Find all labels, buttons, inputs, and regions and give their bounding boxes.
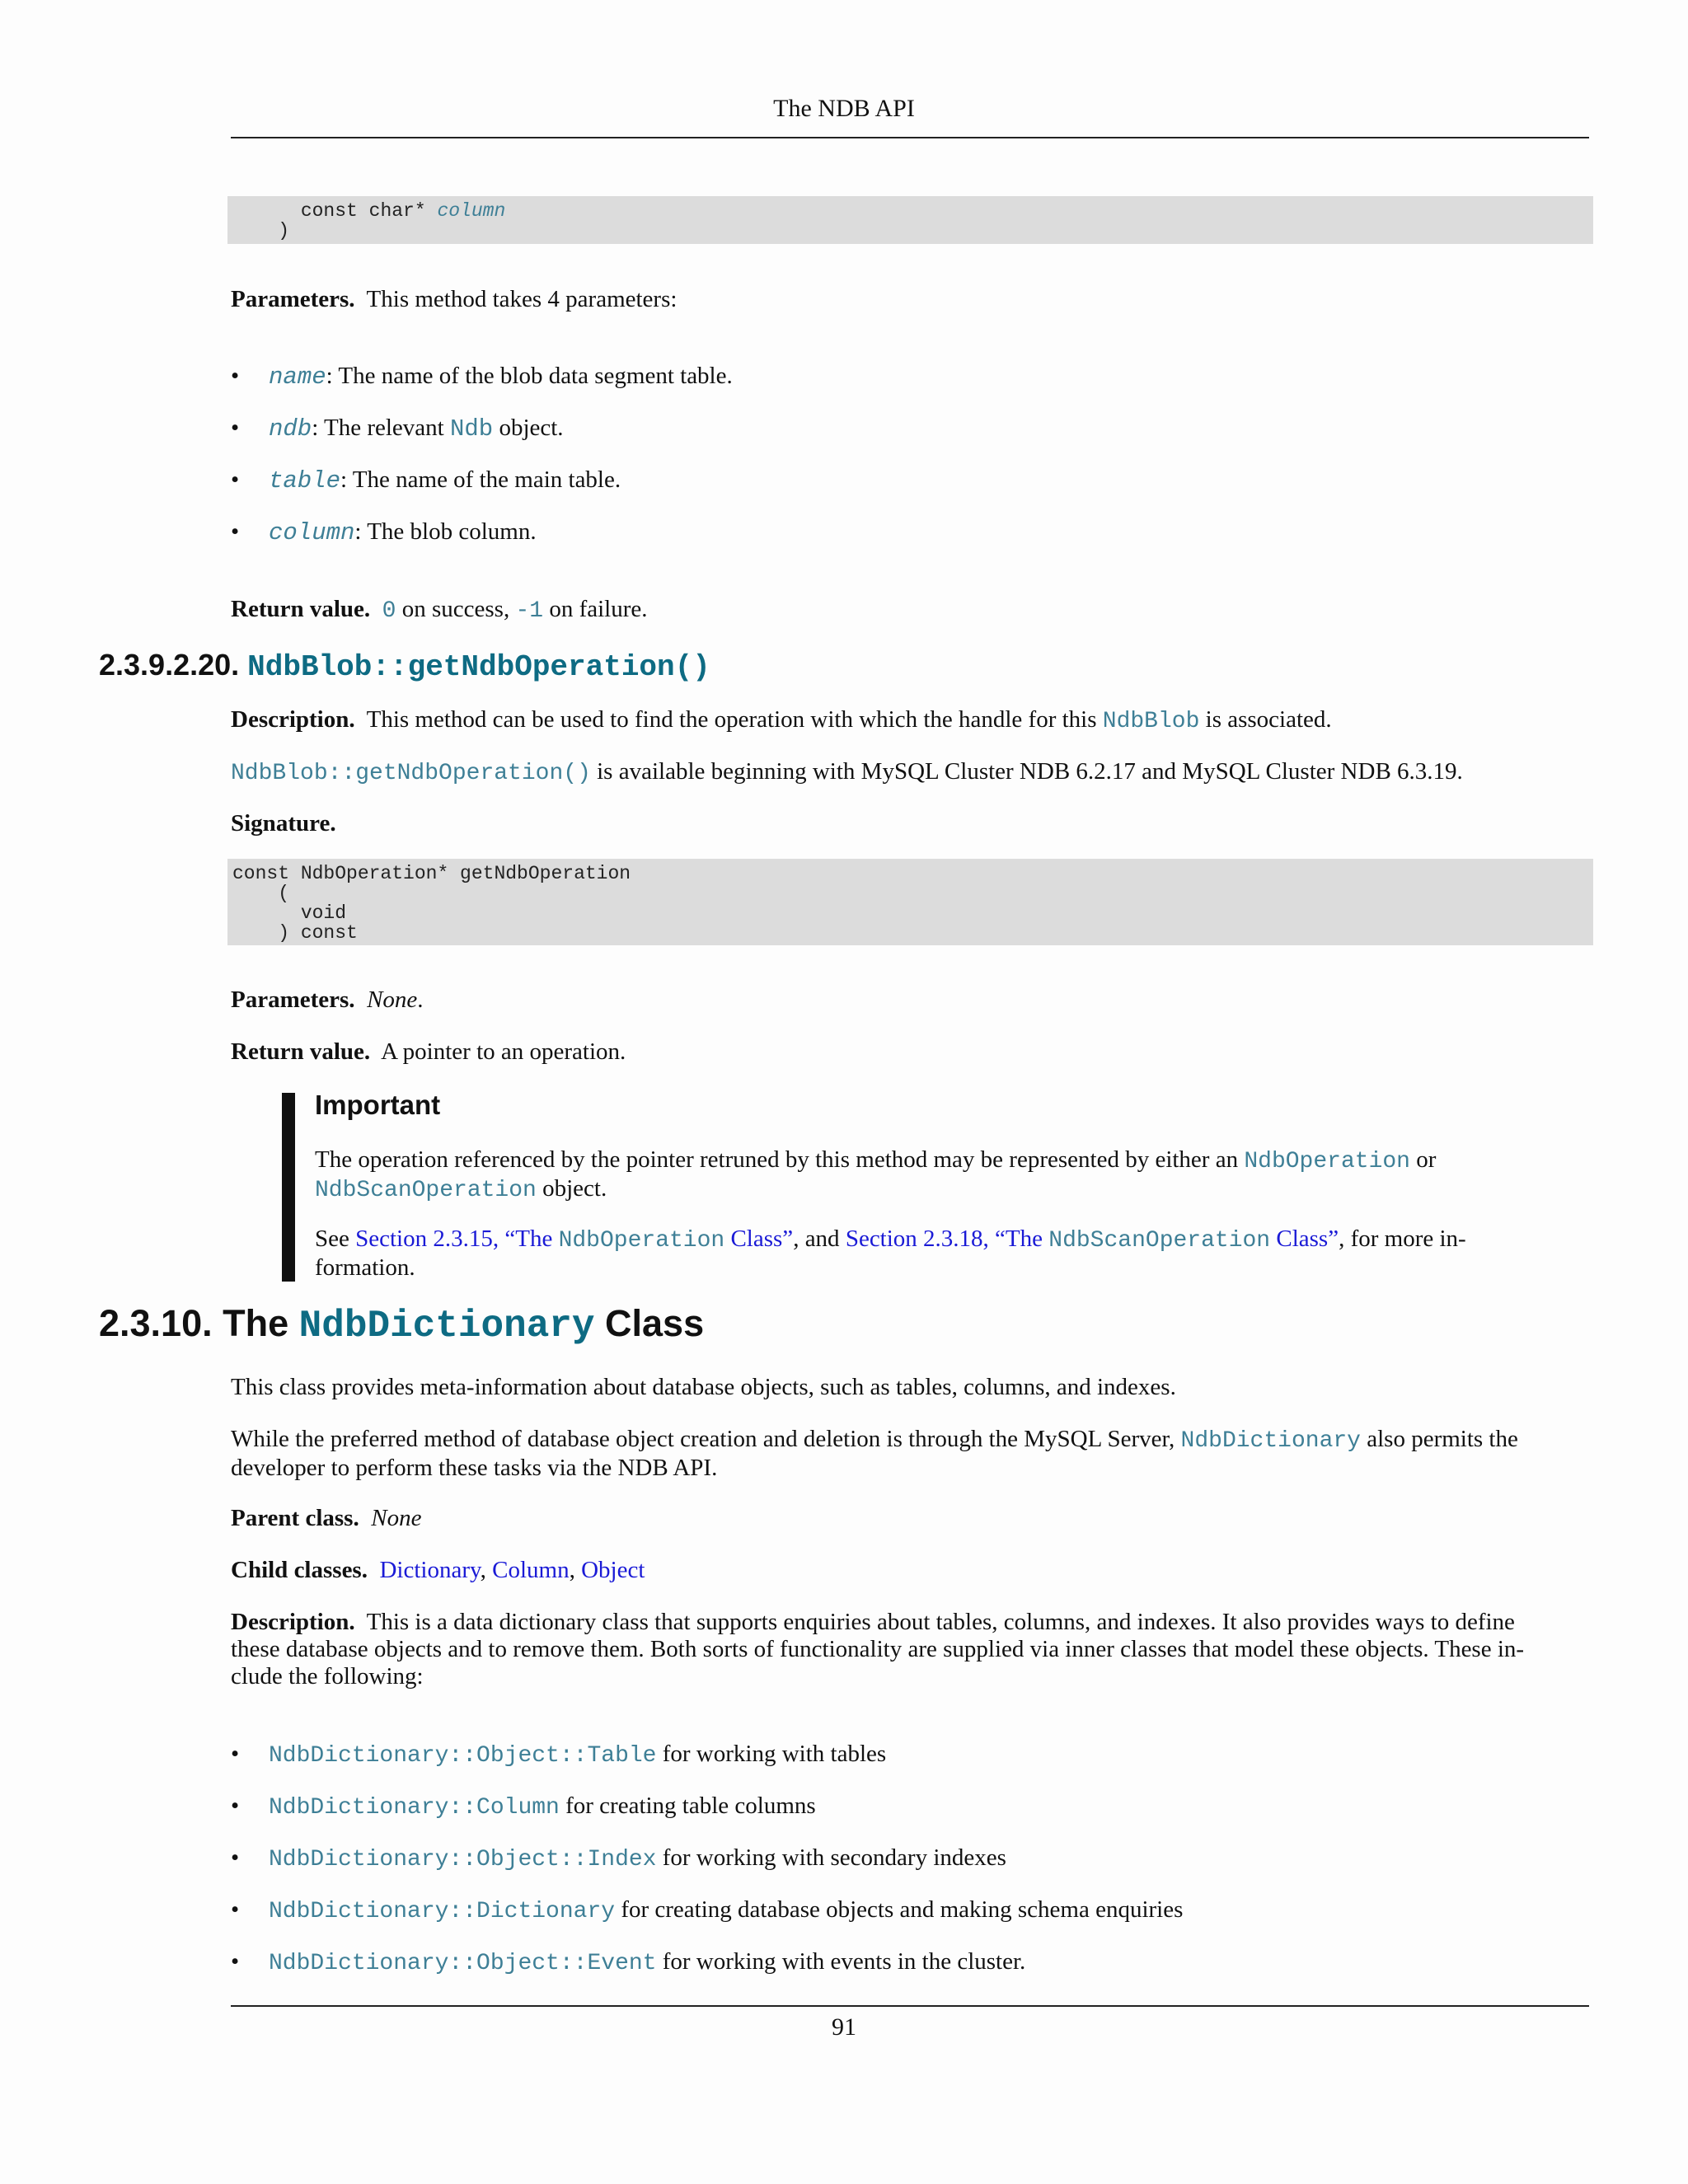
item-text: for working with secondary indexes [656,1844,1006,1871]
section-number: 2.3.9.2.20. [99,648,240,682]
description-label: Description. [231,1609,355,1635]
header-rule [231,137,1589,138]
description-text: This method can be used to find the operation with which the handle for this [366,706,1103,733]
code-line: const char* [300,200,438,222]
param-desc: : The blob column. [354,518,537,545]
important-text: , for more in- [1339,1226,1466,1252]
section-heading-getndboperation [99,648,710,684]
item-text: for working with events in the cluster. [656,1948,1026,1975]
important-title: Important [315,1090,441,1120]
class-link[interactable]: NdbDictionary::Object::Index [269,1847,657,1872]
parent-class-label: Parent class. [231,1505,359,1531]
bullet-icon: • [231,466,240,493]
code-block-signature [227,859,1593,945]
return-text: on failure. [543,596,648,622]
section-title-code: NdbBlob::getNdbOperation() [247,650,710,684]
parameters-label: Parameters. [231,286,355,312]
return-minus-one: -1 [515,598,544,624]
important-text: object. [536,1175,607,1202]
section-number: 2.3.10. [99,1302,213,1344]
important-text: , and [793,1226,846,1252]
child-classes-paragraph: Child classes. Dictionary, Column, Object [231,1557,645,1583]
description-text: these database objects and to remove them. Both sorts of functionality are supplied via inner classes that model these objects. These in- [231,1636,1525,1662]
child-classes-label: Child classes. [231,1557,368,1583]
important-see-paragraph [315,1226,1535,1282]
xref-text: Class” [1270,1226,1339,1252]
description-text: is associated. [1199,706,1332,733]
section-title-text: The [223,1302,299,1344]
child-link-column[interactable]: Column [492,1557,570,1583]
code-line: ) const [232,922,358,944]
return-label: Return value. [231,596,371,622]
parameters-value: None [367,987,418,1013]
child-link-dictionary[interactable]: Dictionary [379,1557,481,1583]
parent-class-paragraph [231,1505,1582,1532]
param-name: column [269,519,355,546]
method-link[interactable]: NdbBlob::getNdbOperation() [231,761,591,786]
bullet-icon: • [231,1741,240,1767]
ndbdictionary-link[interactable]: NdbDictionary [1180,1428,1361,1454]
code-param: column [437,200,506,222]
important-sidebar [282,1093,295,1282]
item-text: for creating database objects and making schema enquiries [615,1896,1184,1923]
return-value-paragraph [231,596,1582,625]
bullet-icon: • [231,363,240,389]
parent-class-value: None [371,1505,422,1531]
xref-code: NdbOperation [558,1228,725,1254]
xref-text: Class” [724,1226,794,1252]
parameters-label: Parameters. [231,987,355,1013]
xref-code: NdbScanOperation [1048,1228,1271,1254]
item-text: for creating table columns [559,1793,816,1819]
class-link[interactable]: NdbDictionary::Column [269,1795,560,1821]
signature-label-paragraph [231,810,1582,837]
important-text: The operation referenced by the pointer retruned by this method may be represented by either an [315,1146,1245,1173]
page-number: 91 [832,2013,856,2041]
important-text: or [1409,1146,1437,1173]
availability-paragraph [231,758,1582,787]
ndbblob-link[interactable]: NdbBlob [1102,709,1200,734]
param-desc: : The name of the blob data segment table. [326,363,733,389]
section-heading-ndbdictionary [99,1302,704,1347]
code-line: ) [278,220,290,241]
paragraph-text: While the preferred method of database object creation and deletion is through the MySQL Server, [231,1426,1181,1452]
return-zero: 0 [382,598,396,624]
xref-text: Section 2.3.15, “The [355,1226,559,1252]
paragraph-text: also permits the [1360,1426,1518,1452]
param-name: table [269,467,341,494]
bullet-icon: • [231,518,240,545]
param-desc: : The name of the main table. [340,466,621,493]
ndbscanoperation-link[interactable]: NdbScanOperation [315,1178,537,1203]
section-title-code: NdbDictionary [298,1305,595,1347]
bullet-icon: • [231,1793,240,1819]
availability-text: is available beginning with MySQL Cluster NDB 6.2.17 and MySQL Cluster NDB 6.3.19. [590,758,1463,785]
bullet-icon: • [231,1844,240,1871]
important-text: formation. [315,1254,415,1281]
parameters-text: This method takes 4 parameters: [366,286,678,312]
code-line: ( [232,883,290,904]
ndb-class-link[interactable]: Ndb [449,415,494,443]
return-value-paragraph [231,1038,1582,1066]
code-block-continuation [227,196,1593,244]
description-label: Description. [231,706,355,733]
return-label: Return value. [231,1038,371,1065]
footer-rule [231,2005,1589,2007]
bullet-icon: • [231,415,240,441]
paragraph-text: developer to perform these tasks via the NDB API. [231,1455,718,1481]
class-link[interactable]: NdbDictionary::Object::Event [269,1951,657,1976]
code-line: const NdbOperation* getNdbOperation [232,863,631,884]
creation-paragraph [231,1426,1582,1482]
signature-label: Signature. [231,810,336,837]
section-title-text: Class [594,1302,705,1344]
xref-text: Section 2.3.18, “The [845,1226,1049,1252]
code-line: void [232,902,347,924]
return-text: A pointer to an operation. [381,1038,626,1065]
parameters-none-paragraph: Parameters. None. [231,987,424,1013]
param-desc: : The relevant [312,415,450,441]
bullet-icon: • [231,1948,240,1975]
bullet-icon: • [231,1896,240,1923]
description-text: This is a data dictionary class that supports enquiries about tables, columns, and indexes. It also provides ways to define [366,1609,1515,1635]
intro-paragraph: This class provides meta-information about database objects, such as tables, columns, and indexes. [231,1374,1176,1400]
param-name: ndb [269,415,312,443]
param-name: name [269,363,326,391]
description-paragraph [231,1609,1582,1690]
class-link[interactable]: NdbDictionary::Object::Table [269,1743,657,1769]
param-desc: object. [493,415,564,441]
description-text: clude the following: [231,1663,424,1690]
class-link[interactable]: NdbDictionary::Dictionary [269,1899,616,1924]
running-header: The NDB API [773,95,915,122]
xref-link-ndboperation-class[interactable] [355,1226,793,1252]
parameters-paragraph [231,286,1582,313]
important-text: See [315,1226,356,1252]
description-paragraph [231,706,1582,735]
child-link-object[interactable]: Object [581,1557,645,1583]
ndboperation-link[interactable]: NdbOperation [1244,1149,1410,1174]
item-text: for working with tables [656,1741,887,1767]
important-paragraph [315,1146,1535,1204]
xref-link-ndbscanoperation-class[interactable] [846,1226,1339,1252]
return-text: on success, [396,596,516,622]
